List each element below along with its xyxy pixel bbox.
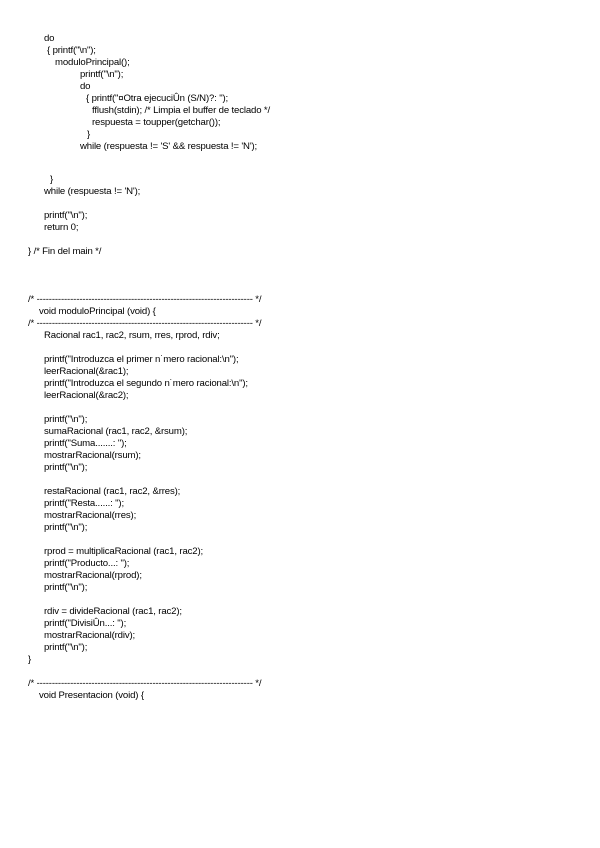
code-line: printf("\n"); <box>44 522 88 533</box>
code-line: fflush(stdin); /* Limpia el buffer de teclado */ <box>92 105 271 116</box>
code-line: leerRacional(&rac2); <box>44 390 129 401</box>
code-line: /* ----------------------------------------------------------------------- */ <box>28 678 262 689</box>
code-line: mostrarRacional(rres); <box>44 510 137 521</box>
code-line: mostrarRacional(rprod); <box>44 570 142 581</box>
code-line: printf("Producto...: "); <box>44 558 130 569</box>
code-line: printf("\n"); <box>80 69 124 80</box>
code-line: void moduloPrincipal (void) { <box>39 306 156 317</box>
code-line: while (respuesta != 'S' && respuesta != 'N'); <box>80 141 258 152</box>
code-line: printf("Suma.......: "); <box>44 438 127 449</box>
code-line: printf("DivisiÛn...: "); <box>44 618 127 629</box>
code-line: { printf("¤Otra ejecuciÛn (S/N)?: "); <box>86 93 229 104</box>
code-line: printf("\n"); <box>44 414 88 425</box>
code-line: printf("Resta......: "); <box>44 498 124 509</box>
code-line: printf("\n"); <box>44 462 88 473</box>
code-line: sumaRacional (rac1, rac2, &rsum); <box>44 426 188 437</box>
code-line: void Presentacion (void) { <box>39 690 144 701</box>
code-line: { printf("\n"); <box>47 45 96 56</box>
code-line: do <box>80 81 91 92</box>
code-line: mostrarRacional(rsum); <box>44 450 141 461</box>
code-line: printf("\n"); <box>44 210 88 221</box>
code-line: moduloPrincipal(); <box>55 57 130 68</box>
code-line: return 0; <box>44 222 79 233</box>
code-line: respuesta = toupper(getchar()); <box>92 117 221 128</box>
code-line: /* ----------------------------------------------------------------------- */ <box>28 318 262 329</box>
code-line: } <box>28 654 32 665</box>
code-line: printf("Introduzca el segundo n˙mero racional:\n"); <box>44 378 248 389</box>
code-line: } <box>87 129 91 140</box>
code-line: while (respuesta != 'N'); <box>44 186 141 197</box>
code-line: rdiv = divideRacional (rac1, rac2); <box>44 606 182 617</box>
code-line: printf("Introduzca el primer n˙mero racional:\n"); <box>44 354 239 365</box>
code-line: restaRacional (rac1, rac2, &rres); <box>44 486 181 497</box>
code-line: rprod = multiplicaRacional (rac1, rac2); <box>44 546 204 557</box>
code-line: } <box>50 174 54 185</box>
code-line: do <box>44 33 55 44</box>
code-line: leerRacional(&rac1); <box>44 366 129 377</box>
code-line: } /* Fin del main */ <box>28 246 102 257</box>
code-line: mostrarRacional(rdiv); <box>44 630 136 641</box>
code-line: /* ----------------------------------------------------------------------- */ <box>28 294 262 305</box>
code-line: printf("\n"); <box>44 642 88 653</box>
code-line: printf("\n"); <box>44 582 88 593</box>
code-line: Racional rac1, rac2, rsum, rres, rprod, rdiv; <box>44 330 220 341</box>
